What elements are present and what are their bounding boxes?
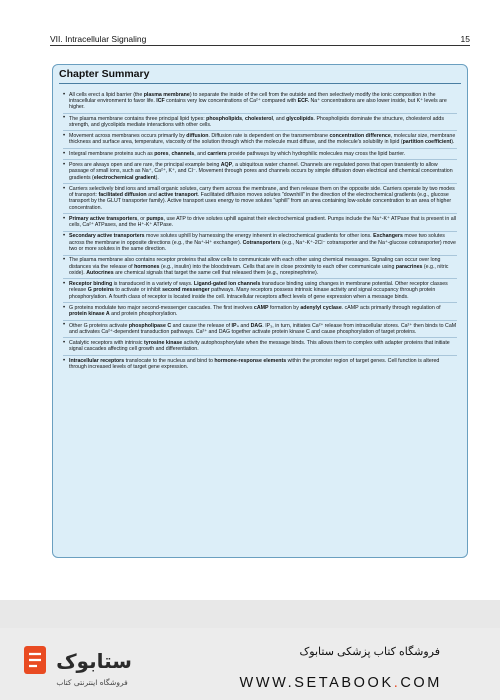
summary-term: partition coefficient <box>402 139 452 146</box>
summary-text: transduce binding using changes in membrane potential. Other receptor classes release <box>69 281 448 294</box>
summary-text: (e.g., nitric oxide). <box>69 263 449 276</box>
summary-term: DAG <box>250 322 263 329</box>
summary-text: to activate or inhibit <box>113 287 163 294</box>
summary-text: . Facilitated diffusion moves solutes "downhill" in the direction of the electrochemical gradients (e.g., glucose transport by the GLUT transporter family). Active transport uses energy to move solutes "uphill" from an area containing low-solute concentration to an area of higher concentration. <box>69 192 452 211</box>
summary-item <box>63 214 457 232</box>
summary-term: tyrosine kinase <box>143 340 183 347</box>
summary-item <box>63 160 457 184</box>
summary-text: (e.g., insulin) into the bloodstream. Cells that are in close proximity to each other communicate using <box>159 263 396 270</box>
summary-text: Movement across membranes occurs primarily by <box>69 133 187 140</box>
summary-term: electrochemical gradient <box>93 174 156 181</box>
summary-term: phospholipase C <box>128 322 172 329</box>
summary-text: , use ATP to drive solutes uphill against their electrochemical gradient. Pumps include the Na⁺-K⁺ ATPase that is present in all cells, Ca²⁺ ATPases, and the H⁺-K⁺ ATPase. <box>69 215 456 229</box>
summary-text: The plasma membrane contains three principal lipid types: <box>69 115 207 122</box>
summary-text: , and <box>272 115 287 122</box>
summary-term: phospholipids <box>206 115 243 122</box>
summary-text: Carriers selectively bind ions and small organic solutes, carry them across the membrane, and then release them on the opposite side. Carriers operate by two modes of transport: <box>69 185 455 199</box>
summary-item <box>63 356 457 373</box>
store-name: فروشگاه کتاب پزشکی ستابوک <box>299 646 440 658</box>
summary-text: . IP₃, in turn, initiates Ca²⁺ release from intracellular stores. Ca²⁺ then binds to CaM and activates Ca²⁺-dependent transduction pathways. Ca²⁺ and DAG together activate protein kinase C and cause phosphorylation of target proteins. <box>69 322 457 335</box>
summary-term: Intracellular receptors <box>69 357 125 364</box>
summary-item <box>63 256 457 280</box>
summary-text: Catalytic receptors with intrinsic <box>69 340 144 347</box>
summary-text: , and <box>194 150 208 157</box>
chapter-summary-box <box>52 64 468 558</box>
summary-term: second messenger <box>162 287 210 294</box>
summary-text: , a ubiquitous water channel. Channels are regulated pores that open transiently to allow passage of small ions, such as Na⁺, Ca²⁺, K⁺, and Cl⁻. Movement through pores and channels occurs by simple diffusion down electrical and chemical concentration gradients ( <box>69 162 453 181</box>
summary-text: activity autophosphorylate when the message binds. This allows them to complex with adapter proteins that initiate signal cascades affecting cell growth and differentiation. <box>69 340 450 353</box>
summary-term: facilitated diffusion <box>98 192 147 199</box>
summary-term: Receptor binding <box>69 281 113 288</box>
summary-item <box>63 303 457 321</box>
summary-text: (e.g., Na⁺-K⁺-2Cl⁻ cotransporter and the Na⁺-glucose cotransporter) move two or more solutes in the same direction. <box>69 239 456 252</box>
summary-term: Ligand-gated ion channels <box>193 281 261 288</box>
summary-term: diffusion <box>186 133 209 140</box>
summary-term: glycolipids <box>286 115 314 122</box>
summary-term: paracrines <box>395 263 423 270</box>
summary-text: move solutes uphill by harnessing the energy inherent in electrochemical gradients for other ions. <box>144 233 374 240</box>
summary-term: Primary active transporters <box>69 215 138 222</box>
summary-list <box>53 87 467 373</box>
summary-text: contains very low concentrations of Ca²⁺ compared with <box>164 97 298 104</box>
summary-text: Pores are always open and are rare, the principal example being <box>69 162 221 168</box>
summary-text: The plasma membrane also contains receptor proteins that allow cells to communicate with each other using chemical messages. Signaling can occur over long distances via the release of <box>69 257 441 270</box>
summary-term: concentration difference <box>329 133 391 140</box>
summary-text: , molecular size, membrane thickness and surface area, temperature, viscosity of the solution through which the molecule must diffuse, and the molecule's solubility in lipid ( <box>69 133 456 146</box>
summary-term: Secondary active transporters <box>69 233 145 240</box>
summary-item <box>63 338 457 356</box>
summary-term: IP₃ <box>231 322 239 329</box>
summary-text: move two solutes across the membrane in opposite directions (e.g., the Na⁺-H⁺ exchanger). <box>69 233 445 246</box>
summary-item <box>63 114 457 132</box>
summary-term: Cotransporters <box>242 239 281 246</box>
summary-term: plasma membrane <box>143 91 190 98</box>
summary-text: , <box>168 150 172 157</box>
summary-text: . Phospholipids dominate the structure, cholesterol adds strength, and glycolipids mediate interactions with other cells. <box>69 115 444 128</box>
summary-text: All cells erect a lipid barrier (the <box>69 91 144 98</box>
logo-subtext: فروشگاه اینترنتی کتاب <box>56 678 128 687</box>
summary-text: within the promoter region of target genes. Cell function is altered through increased levels of target gene expression. <box>69 357 440 370</box>
setabook-logo <box>22 640 140 690</box>
summary-text: Integral membrane proteins such as <box>69 150 155 157</box>
summary-text: provide pathways by which hydrophilic molecules may cross the lipid barrier. <box>226 150 406 157</box>
summary-text: Other G proteins activate <box>69 322 129 329</box>
summary-term: channels <box>171 150 195 157</box>
summary-text: are chemical signals that target the same cell that released them (e.g., norepinephrine). <box>113 269 319 276</box>
summary-text: . Diffusion rate is dependent on the transmembrane <box>208 133 330 140</box>
summary-text: and <box>238 322 251 329</box>
store-url-dot: . <box>393 675 401 691</box>
summary-term: carriers <box>207 150 227 157</box>
summary-item <box>63 232 457 256</box>
summary-term: G proteins <box>87 287 114 294</box>
summary-item <box>63 279 457 303</box>
summary-term: adenylyl cyclase <box>300 304 342 311</box>
summary-item <box>63 149 457 160</box>
page-number: 15 <box>460 34 470 44</box>
summary-term: pumps <box>146 215 164 222</box>
summary-term: hormone-response elements <box>214 357 287 364</box>
summary-text: ). <box>155 174 159 181</box>
summary-term: active transport <box>158 192 198 199</box>
chapter-heading: VII. Intracellular Signaling <box>50 34 147 44</box>
summary-term: cholesterol <box>244 115 273 122</box>
summary-item <box>63 321 457 339</box>
summary-text: . cAMP acts primarily through regulation of <box>341 304 441 311</box>
store-url-tld: COM <box>400 675 442 691</box>
summary-text: , <box>242 115 245 122</box>
summary-text: G proteins modulate two major second-messenger cascades. The first involves <box>69 304 254 311</box>
summary-text: pathways. Many receptors possess intrinsic kinase activity and signal occupancy through protein phosphorylation. A fourth class of receptor is located inside the cell. Intracellular receptors affect levels of gene expression when a message binds. <box>69 287 436 300</box>
summary-term: hormones <box>134 263 160 270</box>
summary-term: Exchangers <box>373 233 403 240</box>
header-rule <box>50 45 470 46</box>
summary-title: Chapter Summary <box>59 68 461 84</box>
summary-term: Autocrines <box>86 269 114 276</box>
summary-text: ). <box>451 139 455 146</box>
store-url-main: WWW.SETABOOK <box>239 675 394 691</box>
summary-text: , or <box>137 215 147 222</box>
logo-text: ستابوک <box>56 649 132 673</box>
summary-term: protein kinase A <box>69 311 110 318</box>
summary-term: AQP <box>220 162 233 168</box>
running-header <box>50 30 470 44</box>
summary-item <box>63 90 457 114</box>
summary-text: translocate to the nucleus and bind to <box>124 357 215 364</box>
summary-text: and <box>146 192 159 199</box>
summary-term: pores <box>154 150 169 157</box>
summary-term: ECF. <box>297 97 310 104</box>
summary-text: Na⁺ concentrations are also lower inside, but K⁺ levels are higher. <box>69 97 447 111</box>
summary-text: formation by <box>268 304 301 311</box>
summary-text: and cause the release of <box>171 322 232 329</box>
store-url[interactable] <box>240 675 442 691</box>
summary-term: cAMP <box>253 304 269 311</box>
summary-term: ICF <box>156 97 165 104</box>
summary-item <box>63 184 457 214</box>
summary-item <box>63 131 457 149</box>
summary-text: and protein phosphorylation. <box>109 311 178 318</box>
summary-text: ) to separate the inside of the cell from the outside and then selectively modify the ionic composition in the intracellular environment to favor life. <box>69 91 436 104</box>
summary-text: is transduced in a variety of ways. <box>112 281 194 288</box>
